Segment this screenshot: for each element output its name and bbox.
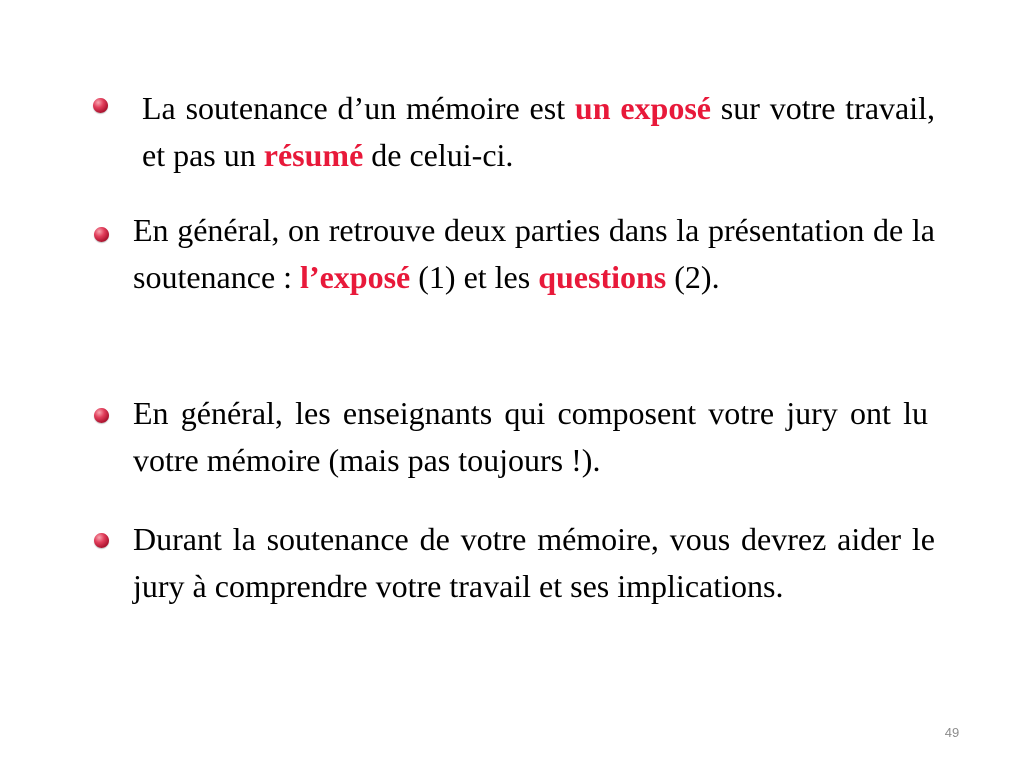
bullet-icon bbox=[94, 533, 109, 548]
bullet-icon bbox=[93, 98, 108, 113]
highlight-text: résumé bbox=[263, 137, 364, 173]
bullet-text: Durant la soutenance de votre mémoire, vous devrez aider le jury à comprendre votre travail et ses implications. bbox=[133, 521, 935, 604]
text-segment: En général, on retrouve deux parties dans la présentation de la soutenance : bbox=[133, 212, 935, 295]
text-segment: La soutenance d’un mémoire est bbox=[142, 90, 575, 126]
highlight-text: questions bbox=[538, 259, 667, 295]
bullet-icon bbox=[94, 408, 109, 423]
highlight-text: l’exposé bbox=[300, 259, 411, 295]
highlight-text: un exposé bbox=[574, 90, 711, 126]
text-segment: de celui-ci. bbox=[363, 137, 514, 173]
bullet-text bbox=[133, 207, 935, 301]
bullet-icon bbox=[94, 227, 109, 242]
bullet-text: En général, les enseignants qui composent votre jury ont lu votre mémoire (mais pas toujours !). bbox=[133, 395, 928, 478]
bullet-text bbox=[142, 85, 935, 179]
page-number: 49 bbox=[944, 725, 960, 740]
text-segment: (2). bbox=[666, 259, 720, 295]
text-segment: (1) et les bbox=[410, 259, 539, 295]
text-segment: sur votre travail, et pas un bbox=[142, 90, 935, 173]
